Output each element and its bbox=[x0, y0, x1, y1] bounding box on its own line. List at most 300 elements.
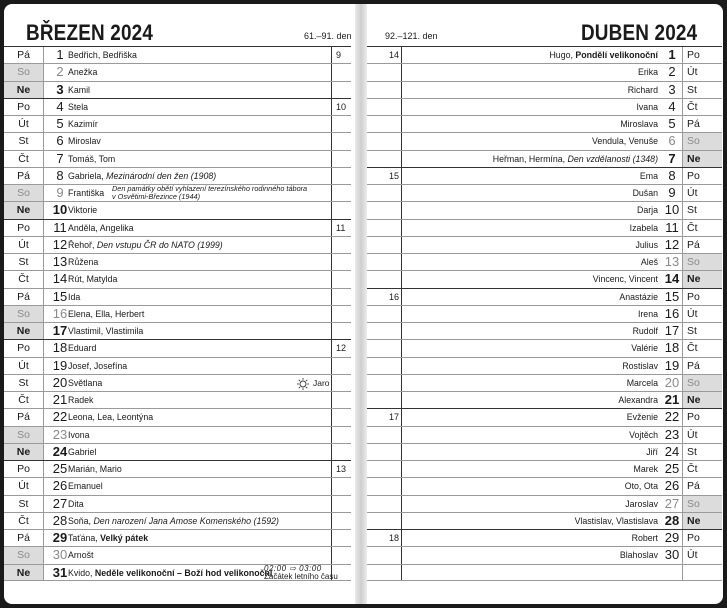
day-row bbox=[4, 339, 351, 356]
observance-text: Den vstupu ČR do NATO (1999) bbox=[96, 239, 223, 250]
day-number: 20 bbox=[664, 374, 680, 390]
week-number bbox=[367, 392, 402, 408]
day-number: 3 bbox=[668, 81, 676, 97]
week-number bbox=[331, 392, 351, 408]
weekday: Čt bbox=[682, 99, 722, 115]
week-number bbox=[331, 271, 351, 287]
weekday: Út bbox=[682, 306, 722, 322]
dst-note bbox=[264, 565, 338, 581]
name-text: Alexandra bbox=[618, 395, 658, 405]
weekday: Po bbox=[4, 340, 44, 356]
weekday: Po bbox=[682, 530, 722, 546]
name-day bbox=[68, 237, 223, 254]
day-row bbox=[367, 495, 722, 512]
weekday: St bbox=[682, 323, 722, 339]
name-text: Richard bbox=[627, 84, 658, 95]
name-day bbox=[592, 133, 658, 150]
day-number: 13 bbox=[664, 254, 680, 269]
week-number bbox=[367, 64, 402, 80]
name-text: Františka bbox=[68, 188, 105, 198]
week-number bbox=[331, 151, 351, 167]
week-number bbox=[331, 116, 351, 132]
day-row bbox=[4, 132, 351, 149]
name-day bbox=[68, 47, 137, 64]
week-number bbox=[367, 496, 402, 512]
name-day bbox=[68, 565, 272, 582]
weekday: Čt bbox=[682, 220, 722, 236]
day-row bbox=[367, 81, 722, 98]
day-number: 14 bbox=[664, 271, 680, 287]
day-row bbox=[367, 201, 722, 218]
name-text: Ivana bbox=[636, 101, 658, 112]
week-number bbox=[331, 64, 351, 80]
name-text: Anastázie bbox=[619, 291, 658, 302]
day-number: 22 bbox=[664, 409, 680, 425]
dst-time: 02:00 ⇨ 03:00 bbox=[264, 563, 322, 573]
observance-text: Den narození Jana Amose Komenského (1592) bbox=[93, 515, 279, 526]
week-number bbox=[331, 323, 351, 339]
name-text: Stela bbox=[68, 101, 89, 112]
day-number: 29 bbox=[52, 530, 68, 545]
day-row bbox=[4, 184, 351, 201]
name-text: Tomáš, Tom bbox=[68, 153, 116, 164]
weekday: Pá bbox=[4, 47, 44, 63]
week-number bbox=[367, 478, 402, 494]
day-number: 9 bbox=[668, 185, 676, 200]
name-text: Vendula, Venuše bbox=[591, 136, 658, 147]
name-text: Gabriela, bbox=[68, 170, 104, 181]
week-number bbox=[331, 513, 351, 529]
day-number: 9 bbox=[56, 185, 64, 200]
name-day bbox=[640, 168, 658, 185]
day-row bbox=[367, 357, 722, 374]
week-number: 18 bbox=[367, 530, 402, 546]
day-row bbox=[367, 150, 722, 167]
name-text: Radek bbox=[68, 395, 94, 405]
name-text: Robert bbox=[631, 533, 658, 543]
name-text: Marek bbox=[633, 464, 658, 474]
name-day bbox=[638, 64, 658, 81]
day-row bbox=[4, 564, 351, 581]
name-text: Heřman, Hermína, bbox=[492, 153, 566, 164]
weekday: So bbox=[682, 496, 722, 512]
name-text: Eduard bbox=[68, 343, 97, 354]
day-number: 15 bbox=[52, 288, 68, 304]
week-number bbox=[331, 306, 351, 322]
week-number bbox=[331, 237, 351, 253]
name-text: Gabriel bbox=[68, 446, 97, 457]
name-text: Ivona bbox=[68, 429, 90, 440]
weekday: St bbox=[4, 496, 44, 512]
day-number: 25 bbox=[664, 461, 680, 476]
name-text: Elena, Ella, Herbert bbox=[68, 308, 145, 319]
day-number: 6 bbox=[56, 133, 64, 149]
weekday: St bbox=[682, 202, 722, 218]
day-row bbox=[4, 270, 351, 287]
day-row bbox=[367, 546, 722, 563]
day-row bbox=[4, 288, 351, 305]
name-text: Rút, Matylda bbox=[68, 274, 118, 285]
day-number: 24 bbox=[664, 443, 680, 459]
name-day bbox=[620, 547, 658, 564]
weekday: Ne bbox=[4, 82, 44, 98]
weekday: Ne bbox=[4, 202, 44, 218]
day-row bbox=[367, 132, 722, 149]
page-title: BŘEZEN 2024 bbox=[26, 20, 154, 45]
diary-spread bbox=[4, 4, 723, 604]
weekday: Pá bbox=[682, 478, 722, 494]
name-day bbox=[68, 340, 96, 357]
name-text: Emanuel bbox=[68, 481, 103, 492]
day-number: 11 bbox=[665, 219, 679, 235]
weekday: So bbox=[4, 185, 44, 201]
weekday: Po bbox=[682, 289, 722, 305]
day-row bbox=[367, 46, 722, 63]
day-number: 20 bbox=[52, 374, 68, 390]
weekday: Pá bbox=[682, 237, 722, 253]
week-number bbox=[331, 427, 351, 443]
name-day bbox=[638, 306, 658, 323]
day-row bbox=[4, 546, 351, 563]
day-number: 26 bbox=[664, 478, 680, 494]
day-row bbox=[367, 184, 722, 201]
name-day bbox=[629, 427, 658, 444]
weekday: Čt bbox=[4, 271, 44, 287]
day-number: 28 bbox=[52, 512, 68, 528]
dst-label: Začátek letního času bbox=[264, 571, 338, 581]
name-day bbox=[68, 116, 98, 133]
week-number bbox=[367, 202, 402, 218]
day-list bbox=[4, 46, 351, 581]
memorial-note: Den památky obětí vyhlazení terezínského rodinného tábora v Osvětimi-Březince (1944) bbox=[112, 184, 308, 201]
day-row bbox=[4, 512, 351, 529]
name-text: Erika bbox=[637, 67, 658, 78]
weekday: Pá bbox=[682, 116, 722, 132]
name-day bbox=[68, 478, 103, 495]
day-row bbox=[367, 391, 722, 408]
name-day bbox=[68, 444, 96, 461]
name-day bbox=[619, 289, 658, 306]
day-number: 17 bbox=[664, 323, 680, 338]
name-text: Josef, Josefína bbox=[68, 360, 128, 371]
name-day bbox=[636, 99, 658, 116]
day-row bbox=[367, 460, 722, 477]
week-number bbox=[331, 358, 351, 374]
name-day bbox=[68, 271, 117, 288]
observance-text: Mezinárodní den žen (1908) bbox=[106, 170, 217, 181]
week-number: 16 bbox=[367, 289, 402, 305]
day-number: 27 bbox=[664, 495, 680, 511]
day-row bbox=[4, 219, 351, 236]
name-day bbox=[627, 409, 658, 426]
day-row bbox=[367, 322, 722, 339]
week-number bbox=[331, 254, 351, 270]
day-number: 22 bbox=[52, 409, 68, 425]
week-number: 13 bbox=[331, 461, 351, 477]
name-day bbox=[68, 168, 216, 185]
book-spine bbox=[355, 4, 367, 604]
day-row bbox=[4, 322, 351, 339]
day-row bbox=[4, 115, 351, 132]
week-number bbox=[331, 202, 351, 218]
week-number bbox=[367, 461, 402, 477]
day-range: 92.–121. den bbox=[385, 31, 438, 41]
season-label: Jaro bbox=[313, 377, 330, 388]
day-row bbox=[367, 167, 722, 184]
name-day bbox=[68, 306, 144, 323]
week-number bbox=[331, 289, 351, 305]
day-row bbox=[367, 426, 722, 443]
name-day bbox=[593, 271, 658, 288]
day-number: 23 bbox=[52, 426, 68, 442]
name-day bbox=[620, 116, 658, 133]
weekday: Ne bbox=[682, 151, 722, 167]
weekday: So bbox=[682, 375, 722, 391]
week-number bbox=[367, 82, 402, 98]
name-text: Ema bbox=[639, 170, 658, 181]
name-text: Arnošt bbox=[68, 550, 94, 561]
name-text: Vincenc, Vincent bbox=[592, 274, 658, 285]
name-day bbox=[632, 530, 658, 547]
holiday-text: Velký pátek bbox=[100, 533, 149, 543]
name-day bbox=[637, 202, 658, 219]
day-row bbox=[367, 564, 722, 581]
name-text: Bedřich, Bedřiška bbox=[68, 50, 137, 60]
weekday: St bbox=[4, 375, 44, 391]
week-number bbox=[367, 340, 402, 356]
week-number bbox=[367, 306, 402, 322]
name-text: Vojtěch bbox=[629, 429, 658, 440]
name-day bbox=[641, 254, 658, 271]
name-text: Kvido, bbox=[68, 567, 93, 578]
day-number: 4 bbox=[56, 98, 64, 114]
name-day bbox=[68, 547, 93, 564]
day-number: 14 bbox=[52, 271, 68, 287]
name-text: Miroslav bbox=[68, 136, 101, 147]
march-page bbox=[4, 4, 355, 604]
day-number: 19 bbox=[664, 357, 680, 373]
week-number bbox=[331, 409, 351, 425]
week-number bbox=[331, 133, 351, 149]
day-number: 21 bbox=[664, 392, 680, 407]
week-number bbox=[367, 358, 402, 374]
april-page bbox=[367, 4, 723, 604]
day-row bbox=[367, 63, 722, 80]
name-text: Julius bbox=[635, 239, 658, 250]
day-row bbox=[4, 63, 351, 80]
name-text: Leona, Lea, Leontýna bbox=[68, 412, 154, 423]
name-day bbox=[631, 340, 658, 357]
day-number: 5 bbox=[56, 116, 64, 131]
weekday: Čt bbox=[682, 461, 722, 477]
name-day bbox=[636, 237, 659, 254]
day-number: 30 bbox=[664, 547, 680, 563]
name-day bbox=[68, 133, 101, 150]
day-row bbox=[367, 98, 722, 115]
week-number bbox=[367, 237, 402, 253]
day-number: 24 bbox=[52, 443, 68, 459]
name-day bbox=[628, 82, 658, 99]
day-number: 5 bbox=[668, 116, 676, 131]
week-number bbox=[331, 375, 351, 391]
weekday: Po bbox=[4, 99, 44, 115]
weekday: Út bbox=[682, 427, 722, 443]
week-number: 15 bbox=[367, 168, 402, 184]
name-text: Dita bbox=[68, 498, 84, 509]
weekday: Ne bbox=[4, 323, 44, 339]
week-number bbox=[367, 547, 402, 563]
day-number: 18 bbox=[664, 340, 680, 356]
week-number bbox=[367, 565, 402, 580]
weekday: So bbox=[4, 547, 44, 563]
name-text: Dušan bbox=[632, 188, 658, 198]
name-text: Kamil bbox=[68, 84, 90, 95]
day-row bbox=[4, 201, 351, 218]
name-text: Ida bbox=[68, 291, 81, 302]
weekday: Pá bbox=[4, 289, 44, 305]
day-row bbox=[367, 529, 722, 546]
name-day bbox=[68, 461, 122, 478]
name-day bbox=[68, 358, 127, 375]
day-number: 10 bbox=[52, 202, 68, 218]
name-text: Soňa, bbox=[68, 515, 91, 526]
day-number: 16 bbox=[52, 305, 68, 321]
weekday: Po bbox=[4, 220, 44, 236]
name-day bbox=[68, 151, 115, 168]
day-number: 8 bbox=[56, 167, 64, 183]
name-day bbox=[625, 478, 658, 495]
name-text: Valérie bbox=[631, 343, 658, 354]
weekday: St bbox=[682, 444, 722, 460]
sun-icon bbox=[296, 377, 310, 391]
day-row bbox=[4, 426, 351, 443]
weekday: Čt bbox=[4, 392, 44, 408]
name-day bbox=[630, 220, 658, 237]
week-number: 17 bbox=[367, 409, 402, 425]
week-number bbox=[367, 220, 402, 236]
week-number bbox=[367, 99, 402, 115]
name-text: Taťána, bbox=[68, 533, 98, 543]
name-day bbox=[68, 496, 84, 513]
day-row bbox=[367, 408, 722, 425]
name-text: Řehoř, bbox=[68, 239, 95, 250]
name-text: Marcela bbox=[626, 377, 658, 388]
day-number: 23 bbox=[664, 426, 680, 442]
weekday: Ne bbox=[682, 513, 722, 529]
name-day bbox=[622, 358, 658, 375]
weekday: Po bbox=[682, 47, 722, 63]
day-row bbox=[4, 236, 351, 253]
name-text: Oto, Ota bbox=[624, 481, 658, 492]
weekday: Út bbox=[4, 237, 44, 253]
week-number bbox=[367, 323, 402, 339]
name-day bbox=[68, 530, 148, 547]
name-text: Irena bbox=[637, 308, 658, 319]
weekday: So bbox=[4, 306, 44, 322]
weekday: Ne bbox=[682, 271, 722, 287]
day-number: 26 bbox=[52, 478, 68, 494]
weekday: St bbox=[682, 82, 722, 98]
day-row bbox=[367, 339, 722, 356]
name-text: Anežka bbox=[68, 67, 98, 78]
name-day bbox=[68, 392, 93, 409]
week-number bbox=[367, 116, 402, 132]
name-text: Rudolf bbox=[632, 326, 658, 336]
day-row bbox=[367, 270, 722, 287]
day-number: 18 bbox=[52, 340, 68, 356]
week-number: 14 bbox=[367, 47, 402, 63]
name-text: Blahoslav bbox=[619, 550, 658, 561]
week-number bbox=[331, 444, 351, 460]
day-row bbox=[367, 236, 722, 253]
weekday: Ne bbox=[4, 444, 44, 460]
day-row bbox=[4, 529, 351, 546]
name-text: Jaroslav bbox=[625, 498, 658, 509]
name-text: Miroslava bbox=[620, 119, 658, 129]
weekday: Pá bbox=[4, 409, 44, 425]
name-day bbox=[68, 409, 153, 426]
weekday: Pá bbox=[4, 168, 44, 184]
name-day bbox=[634, 461, 658, 478]
name-day bbox=[68, 82, 90, 99]
name-day bbox=[493, 151, 658, 168]
week-number bbox=[331, 530, 351, 546]
name-day bbox=[633, 323, 658, 340]
week-number: 12 bbox=[331, 340, 351, 356]
name-day bbox=[68, 202, 97, 219]
day-number: 11 bbox=[53, 219, 67, 235]
week-number bbox=[331, 478, 351, 494]
day-range: 61.–91. den bbox=[304, 31, 352, 41]
day-number bbox=[662, 565, 682, 580]
day-number: 30 bbox=[52, 547, 68, 563]
day-row bbox=[367, 115, 722, 132]
day-number: 19 bbox=[52, 357, 68, 373]
name-day bbox=[68, 64, 97, 81]
name-text: Vlastimil, Vlastimila bbox=[68, 326, 144, 336]
weekday: St bbox=[4, 254, 44, 270]
day-number: 2 bbox=[668, 64, 676, 80]
week-number bbox=[331, 82, 351, 98]
day-number: 17 bbox=[52, 323, 68, 338]
weekday: Čt bbox=[682, 340, 722, 356]
day-number: 12 bbox=[52, 236, 68, 252]
day-number: 8 bbox=[668, 167, 676, 183]
name-day bbox=[549, 47, 658, 64]
weekday: Út bbox=[682, 547, 722, 563]
name-text: Růžena bbox=[68, 257, 99, 267]
holiday-text: Pondělí velikonoční bbox=[575, 50, 658, 60]
weekday bbox=[682, 565, 722, 580]
day-row bbox=[4, 477, 351, 494]
day-row bbox=[4, 443, 351, 460]
weekday: Ne bbox=[4, 565, 44, 580]
weekday: Pá bbox=[4, 530, 44, 546]
name-text: Anděla, Angelika bbox=[68, 222, 134, 233]
name-day bbox=[625, 496, 658, 513]
weekday: So bbox=[4, 64, 44, 80]
day-row bbox=[367, 512, 722, 529]
week-number: 9 bbox=[331, 47, 351, 63]
week-number bbox=[331, 168, 351, 184]
name-text: Hugo, bbox=[549, 50, 573, 60]
day-row bbox=[4, 391, 351, 408]
week-number bbox=[367, 185, 402, 201]
week-number bbox=[367, 133, 402, 149]
day-number: 31 bbox=[52, 564, 68, 580]
page-title: DUBEN 2024 bbox=[580, 20, 697, 45]
week-number bbox=[367, 151, 402, 167]
